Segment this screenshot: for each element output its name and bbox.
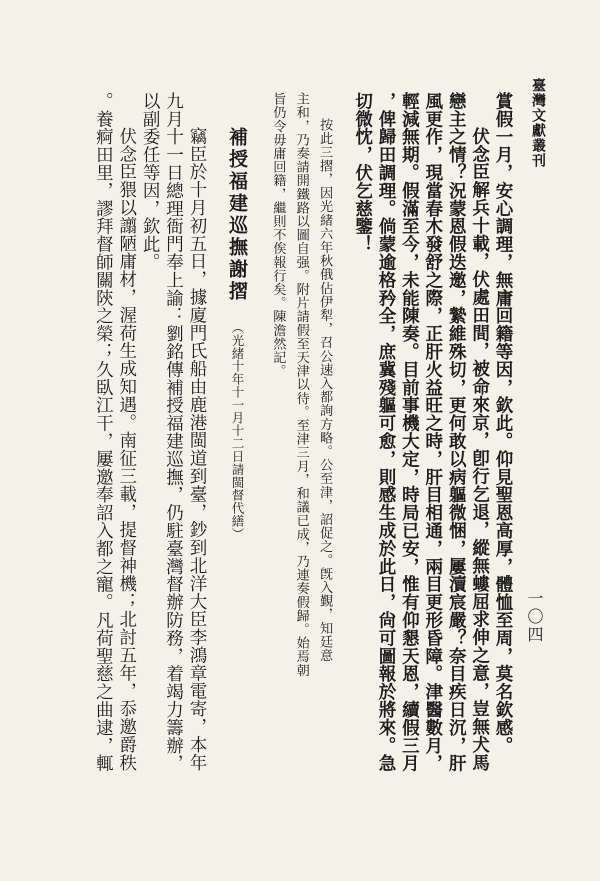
text-column: 伏念臣猥以譾陋庸材，渥荷生成知遇。南征三載，提督神機；北討五年，忝邀爵秩 [116, 127, 137, 772]
text-column: 。養痾田里，謬拜督師關陝之榮；久臥江干，屢邀奉詔入都之寵。凡荷聖慈之曲逮，輒 [93, 92, 114, 773]
text-column: 伏念臣解兵十載，伏處田間，被命來京，卽行乞退，縱無螻屈求伸之意，豈無犬馬 [469, 127, 490, 772]
heading-title: 補授福建巡撫謝摺 [225, 127, 248, 303]
page-number: 一〇四 [525, 590, 544, 644]
text-column: 賞假一月，安心調理，無庸回籍等因，欽此。仰見聖恩高厚，體恤至周，莫名欽感。 [493, 92, 513, 755]
text-column: 以副委任等因，欽此。 [140, 92, 161, 271]
vertical-text-body [91, 92, 514, 812]
text-column: 切微忱，伏乞慈鑒！ [352, 92, 373, 254]
note-column: 主和，乃奏請開鐵路以圖自强。附片請假至天津以待。至津三月，和議已成，乃連奏假歸。始焉朝 [293, 92, 309, 677]
text-column: 風更作，現當春木發舒之際，正肝火益旺之時，肝目相通，兩目更形昏障。津醫數月， [422, 92, 443, 773]
section-heading [222, 92, 252, 812]
text-column: 戀主之情？況蒙恩假迭邀，縶維殊切，更何敢以病軀微悃，屢瀆宸嚴？奈目疾日沉，肝 [446, 92, 467, 773]
heading-date: （光緒十年十一月十二日請閩督代繕） [229, 320, 245, 541]
note-column: 旨仍令毋庸回籍，繼則不俟報行矣。陳澹然記。 [270, 92, 286, 378]
text-column: ，俾歸田調理。倘蒙逾格矜全，庶冀殘軀可愈，則感生成於此日，尙可圖報於將來。急 [375, 92, 396, 773]
note-column: 按此三摺，因光緒六年秋俄佔伊犁，召公速入都詢方略。公至津，詔促之。旣入覲，知廷意 [317, 118, 333, 663]
text-column: 輕減無期。假滿至今，未能陳奏。目前事機大定，時局已安，惟有仰懇天恩，續假三月 [399, 92, 420, 773]
text-column: 九月十一日總理衙門奉上諭：劉銘傳補授福建巡撫，仍駐臺灣督辦防務，着竭力籌辦， [163, 92, 184, 773]
running-title: 臺灣文獻叢刊 [530, 78, 546, 168]
text-column: 竊臣於十月初五日，據廈門氏船由鹿港閩道到臺，鈔到北洋大臣李鴻章電寄，本年 [186, 127, 207, 772]
spacer [208, 92, 222, 812]
spacer [252, 92, 266, 812]
spacer [336, 92, 350, 812]
